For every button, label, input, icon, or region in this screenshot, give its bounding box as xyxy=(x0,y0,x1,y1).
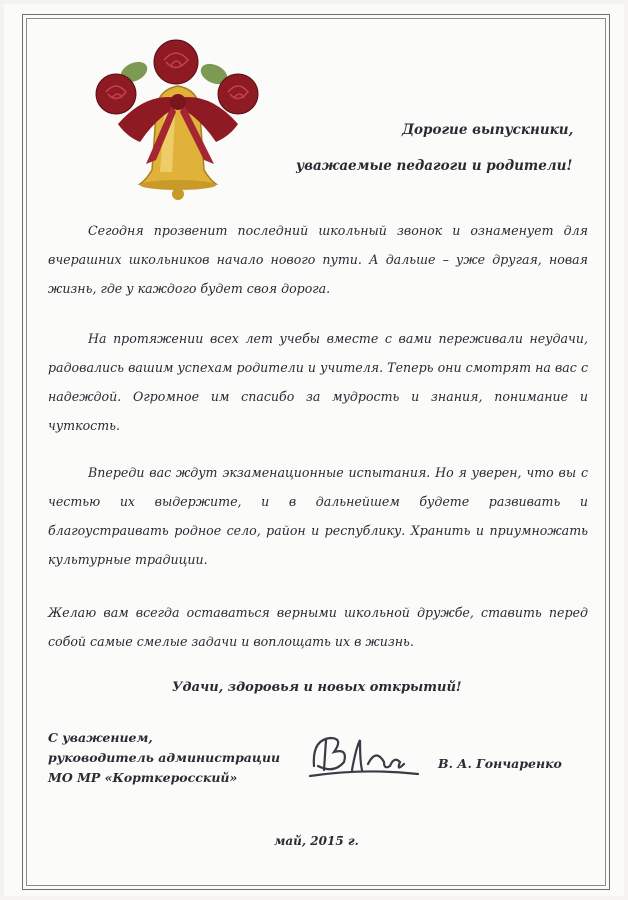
greeting-line-2: уважаемые педагоги и родители! xyxy=(296,158,573,174)
paragraph-1: Сегодня прозвенит последний школьный звонок и ознаменует для вчерашних школьников начало нового пути. А дальше – уже другая, новая жизнь, где у каждого будет своя дорога. xyxy=(48,223,588,296)
sign-organization: МО МР «Корткеросский» xyxy=(48,770,238,785)
handwritten-signature xyxy=(304,726,424,786)
letter-sheet xyxy=(4,4,624,896)
greeting-line-1: Дорогие выпускники, xyxy=(402,122,574,138)
paragraph-3: Впереди вас ждут экзаменационные испытания. Но я уверен, что вы с честью их выдержите, и в дальнейшем будете развивать и благоустраивать родное село, район и республику. Хранить и приумножать культурные традиции. xyxy=(48,465,588,567)
paragraph-2: На протяжении всех лет учебы вместе с вами переживали неудачи, радовались вашим успехам родители и учителя. Теперь они смотрят на вас с надеждой. Огромное им спасибо за мудрость и знания, понимание и чуткость. xyxy=(48,331,588,433)
closing-wish: Удачи, здоровья и новых открытий! xyxy=(172,680,462,695)
sign-position: руководитель администрации xyxy=(48,750,281,765)
bell-with-roses-icon xyxy=(76,32,276,212)
sign-regards: С уважением, xyxy=(48,730,153,745)
letter-date: май, 2015 г. xyxy=(274,834,359,848)
signatory-name: В. А. Гончаренко xyxy=(438,756,562,771)
paragraph-4: Желаю вам всегда оставаться верными школьной дружбе, ставить перед собой самые смелые задачи и воплощать их в жизнь. xyxy=(48,605,588,649)
